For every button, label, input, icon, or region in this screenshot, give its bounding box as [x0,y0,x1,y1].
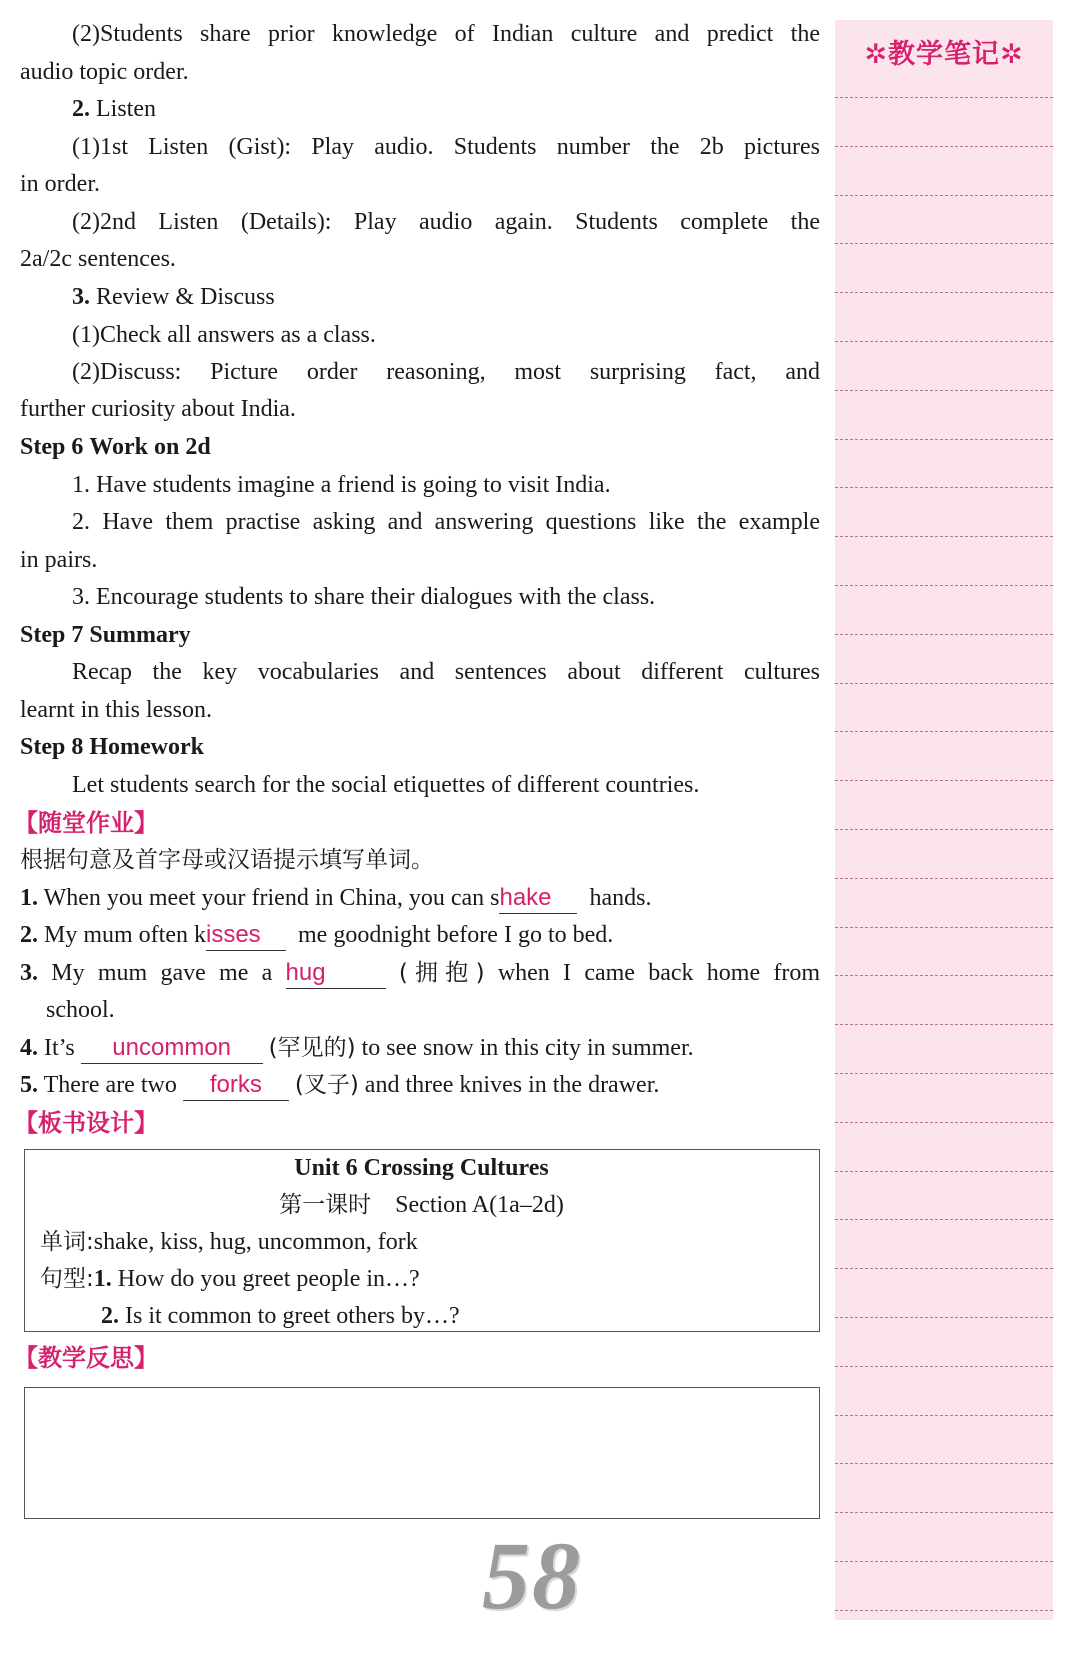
notes-rule-line [835,243,1053,244]
notes-rule-line [835,1317,1053,1318]
board-sentence-1 [40,1261,420,1297]
step-6-item-1: 1. Have students imagine a friend is going to visit India. [72,472,611,498]
board-sentence-text: Is it common to greet others by…? [125,1303,460,1329]
text-line: 2a/2c sentences. [20,246,176,272]
exercise-text: My mum often k [44,922,206,948]
board-sentence-number: 2. [101,1303,119,1329]
answer-blank[interactable]: uncommon [81,1033,263,1064]
text-line: (2)Discuss: Picture order reasoning, most surprising fact, and [72,359,820,385]
step-7-heading [20,617,820,653]
answer-blank[interactable]: isses [206,920,286,951]
step-6-item-2: 2. Have them practise asking and answering questions like the example [72,509,820,535]
notes-rule-line [835,683,1053,684]
exercise-text: and three knives in the drawer. [364,1072,660,1098]
text-line: school. [46,997,115,1023]
board-words-text: shake, kiss, hug, uncommon, fork [93,1229,418,1255]
board-sentence-2 [101,1298,460,1334]
board-words [40,1224,418,1260]
heading-number: 2. [72,96,90,122]
exercise-text: hands. [589,885,652,911]
heading-number: 3. [72,284,90,310]
notes-rule-line [835,341,1053,342]
notes-rule-line [835,292,1053,293]
notes-rule-line [835,829,1053,830]
notes-rule-line [835,634,1053,635]
notes-rule-line [835,878,1053,879]
notes-rule-line [835,439,1053,440]
notes-rule-line [835,1268,1053,1269]
exercise-text: There are two [43,1072,177,1098]
text-line: (1)Check all answers as a class. [72,322,376,348]
section-heading-review [20,279,820,315]
notes-rule-line [835,1122,1053,1123]
heading-text: Listen [96,96,156,122]
notes-rule-line [835,1610,1053,1611]
notes-rule-line [835,1561,1053,1562]
step-6-heading [20,429,820,465]
board-sentence-number: 1. [93,1266,112,1292]
board-subtitle-en: Section A(1a–2d) [395,1192,564,1218]
board-sentence-label: 句型: [40,1266,94,1292]
notes-rule-line [835,1415,1053,1416]
notes-rule-line [835,1171,1053,1172]
text-line: learnt in this lesson. [20,697,212,723]
notes-rule-line [835,390,1053,391]
board-subtitle-cn: 第一课时 [279,1192,372,1218]
board-heading: 【板书设计】 [14,1109,158,1137]
text-line: (1)1st Listen (Gist): Play audio. Students number the 2b pictures [72,134,820,160]
reflection-box[interactable] [24,1387,820,1519]
board-subtitle [25,1187,818,1223]
notes-rule-line [835,731,1053,732]
step-label: Step 7 [20,622,84,648]
step-6-item-3: 3. Encourage students to share their dialogues with the class. [72,584,656,610]
teaching-notes-column [835,20,1053,1620]
exercise-text: When you meet your friend in China, you can s [43,885,500,911]
notes-rule-line [835,146,1053,147]
text-line: further curiosity about India. [20,396,296,422]
step-title: Work on 2d [89,434,211,460]
page-number: 58 [482,1522,582,1629]
board-words-label: 单词: [40,1229,94,1255]
exercise-hint: (叉子) [294,1072,359,1098]
notes-rule-line [835,780,1053,781]
teaching-notes-title: ✲教学笔记✲ [864,39,1024,70]
notes-rule-line [835,1219,1053,1220]
exercise-text: me goodnight before I go to bed. [298,922,614,948]
exercise-4 [20,1030,820,1066]
section-heading-listen [20,91,820,127]
exercise-5 [20,1067,820,1103]
text-line: (2)Students share prior knowledge of Indian culture and predict the [72,21,820,47]
text-line: audio topic order. [20,59,189,85]
step-label: Step 8 [20,734,84,760]
notes-rule-line [835,487,1053,488]
text-line: in order. [20,171,100,197]
exercise-hint: (拥抱) [398,960,485,986]
step-title: Summary [89,622,191,648]
answer-blank[interactable]: hug [286,958,386,989]
exercise-1 [20,880,820,916]
exercise-number: 4. [20,1035,38,1061]
answer-blank[interactable]: hake [499,883,577,914]
text-line: (2)2nd Listen (Details): Play audio again. Students complete the [72,209,820,235]
notes-rule-line [835,536,1053,537]
step-8-text: Let students search for the social etiquettes of different countries. [72,772,700,798]
step-8-heading [20,729,820,765]
step-label: Step 6 [20,434,84,460]
notes-rule-line [835,1366,1053,1367]
step-title: Homework [89,734,204,760]
board-design-box [24,1149,820,1332]
board-title: Unit 6 Crossing Cultures [294,1155,549,1181]
text-line: in pairs. [20,547,98,573]
notes-rule-line [835,927,1053,928]
exercise-number: 2. [20,922,38,948]
notes-rule-line [835,975,1053,976]
step-7-text: Recap the key vocabularies and sentences about different cultures [72,659,820,685]
notes-rule-line [835,585,1053,586]
exercise-number: 1. [20,885,38,911]
homework-heading: 【随堂作业】 [14,809,158,837]
exercise-text: to see snow in this city in summer. [361,1035,694,1061]
reflection-heading: 【教学反思】 [14,1344,158,1372]
notes-rule-line [835,1024,1053,1025]
notes-rule-line [835,1512,1053,1513]
board-sentence-text: How do you greet people in…? [117,1266,420,1292]
answer-blank[interactable]: forks [183,1070,289,1101]
homework-instruction: 根据句意及首字母或汉语提示填写单词。 [20,847,434,873]
exercise-3 [20,955,820,991]
exercise-text: It’s [44,1035,75,1061]
heading-text: Review & Discuss [96,284,275,310]
exercise-text: My mum gave me a [51,960,273,986]
exercise-2 [20,917,820,953]
exercise-text: when I came back home from [497,960,821,986]
notes-rule-line [835,195,1053,196]
exercise-hint: (罕见的) [268,1035,356,1061]
notes-rule-line [835,1463,1053,1464]
notes-rule-line [835,97,1053,98]
exercise-number: 5. [20,1072,38,1098]
exercise-number: 3. [20,960,38,986]
notes-rule-line [835,1073,1053,1074]
